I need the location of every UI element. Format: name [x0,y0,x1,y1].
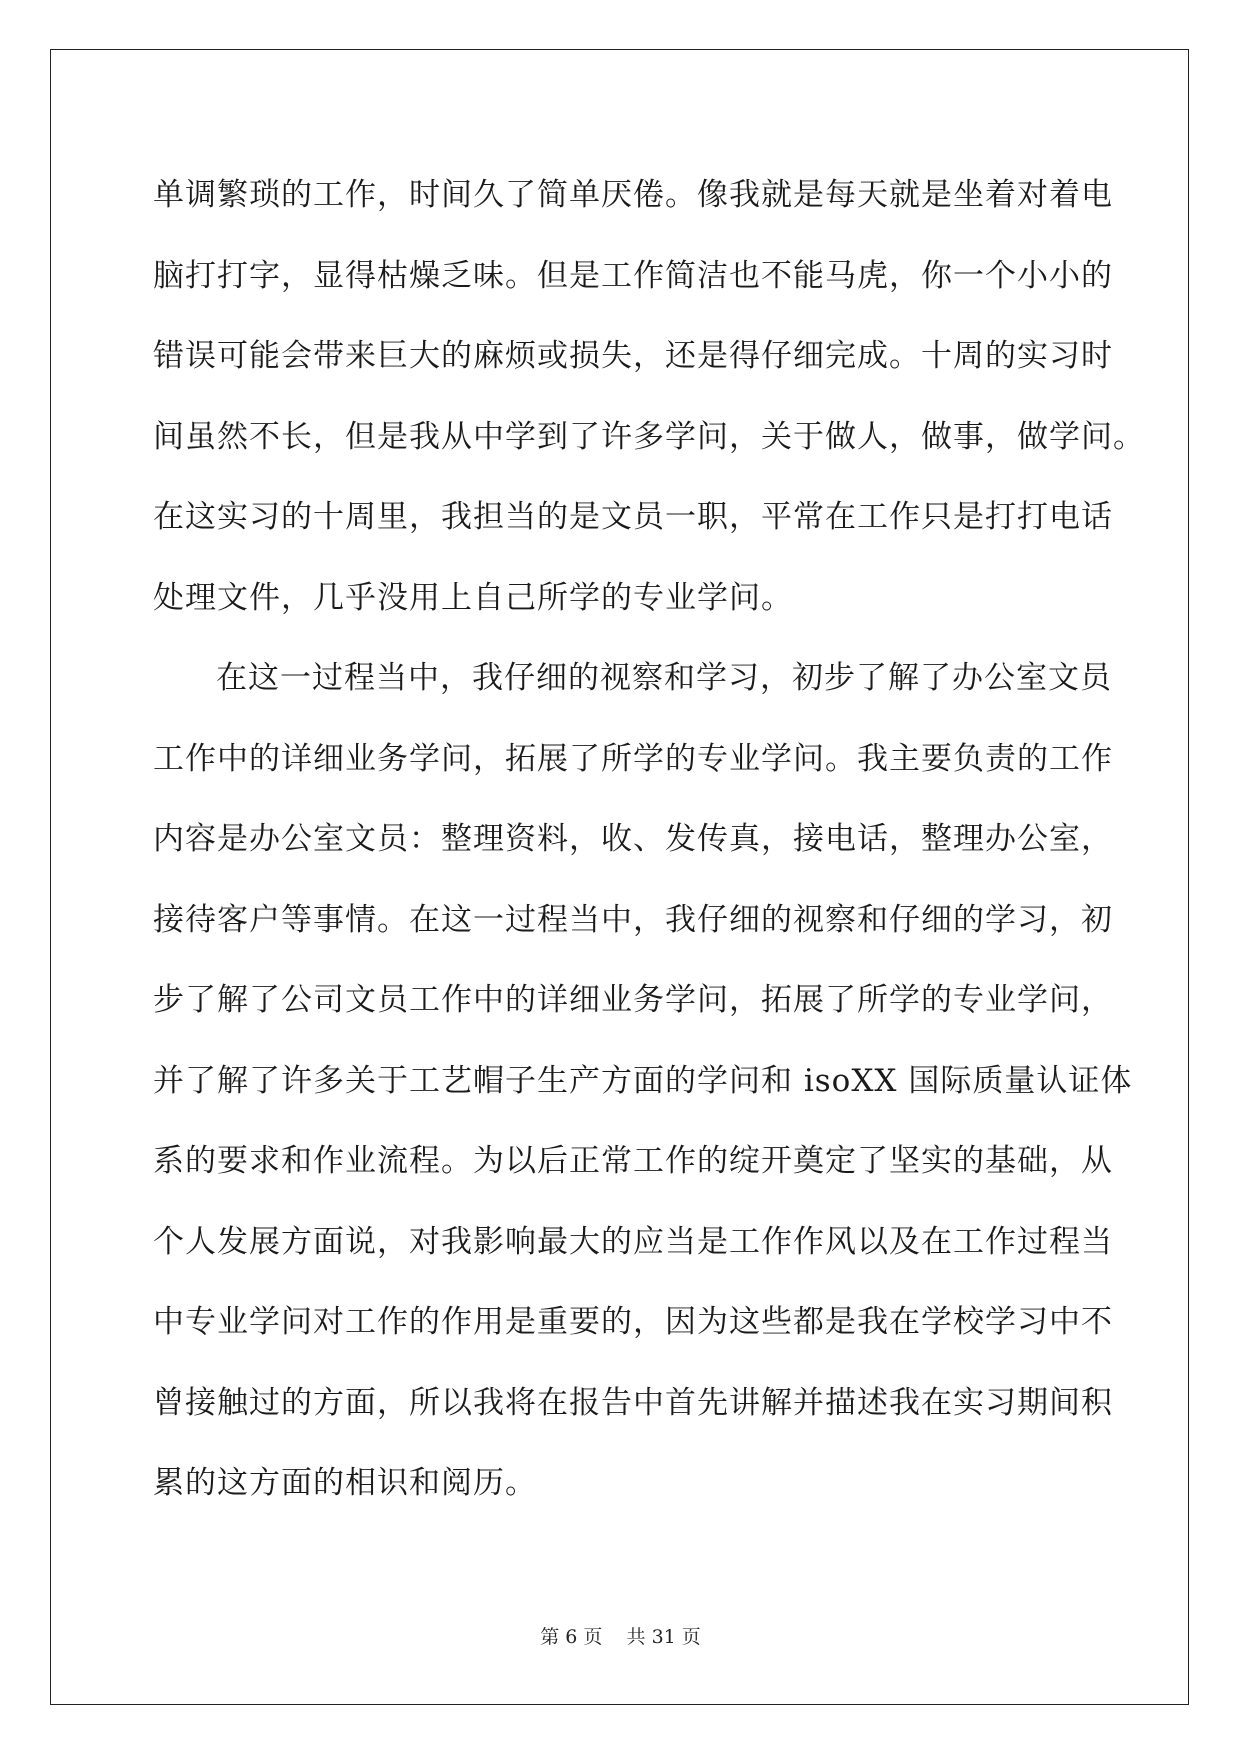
text-line: 接待客户等事情。在这一过程当中，我仔细的视察和仔细的学习，初 [153,901,1113,938]
text-line: 错误可能会带来巨大的麻烦或损失，还是得仔细完成。十周的实习时 [153,338,1113,374]
body-text [153,155,1145,1524]
text-line: 脑打打字，显得枯燥乏味。但是工作简洁也不能马虎，你一个小小的 [153,257,1113,294]
text-line: 曾接触过的方面，所以我将在报告中首先讲解并描述我在实习期间积 [153,1384,1113,1421]
text-line: 单调繁琐的工作，时间久了简单厌倦。像我就是每天就是坐着对着电 [153,177,1113,213]
page-footer: 第 6 页 共 31 页 [540,1626,701,1648]
text-line: 步了解了公司文员工作中的详细业务学问，拓展了所学的专业学问， [153,982,1113,1018]
paragraph-1 [153,155,1145,638]
text-line: 中专业学问对工作的作用是重要的，因为这些都是我在学校学习中不 [153,1304,1113,1340]
text-line: 内容是办公室文员：整理资料，收、发传真，接电话，整理办公室， [153,821,1113,857]
text-line: 工作中的详细业务学问，拓展了所学的专业学问。我主要负责的工作 [153,740,1113,777]
text-line: 间虽然不长，但是我从中学到了许多学问，关于做人，做事，做学问。 [153,418,1145,455]
text-line: 个人发展方面说，对我影响最大的应当是工作作风以及在工作过程当 [153,1223,1113,1260]
text-line: 系的要求和作业流程。为以后正常工作的绽开奠定了坚实的基础，从 [153,1143,1113,1179]
text-line: 在这实习的十周里，我担当的是文员一职，平常在工作只是打打电话 [153,499,1113,535]
text-line: 并了解了许多关于工艺帽子生产方面的学问和 isoXX 国际质量认证体 [153,1062,1133,1099]
text-line: 处理文件，几乎没用上自己所学的专业学问。 [153,579,793,616]
text-line: 在这一过程当中，我仔细的视察和学习，初步了解了办公室文员 [216,660,1112,696]
text-line: 累的这方面的相识和阅历。 [153,1465,537,1501]
paragraph-2 [153,638,1133,1524]
